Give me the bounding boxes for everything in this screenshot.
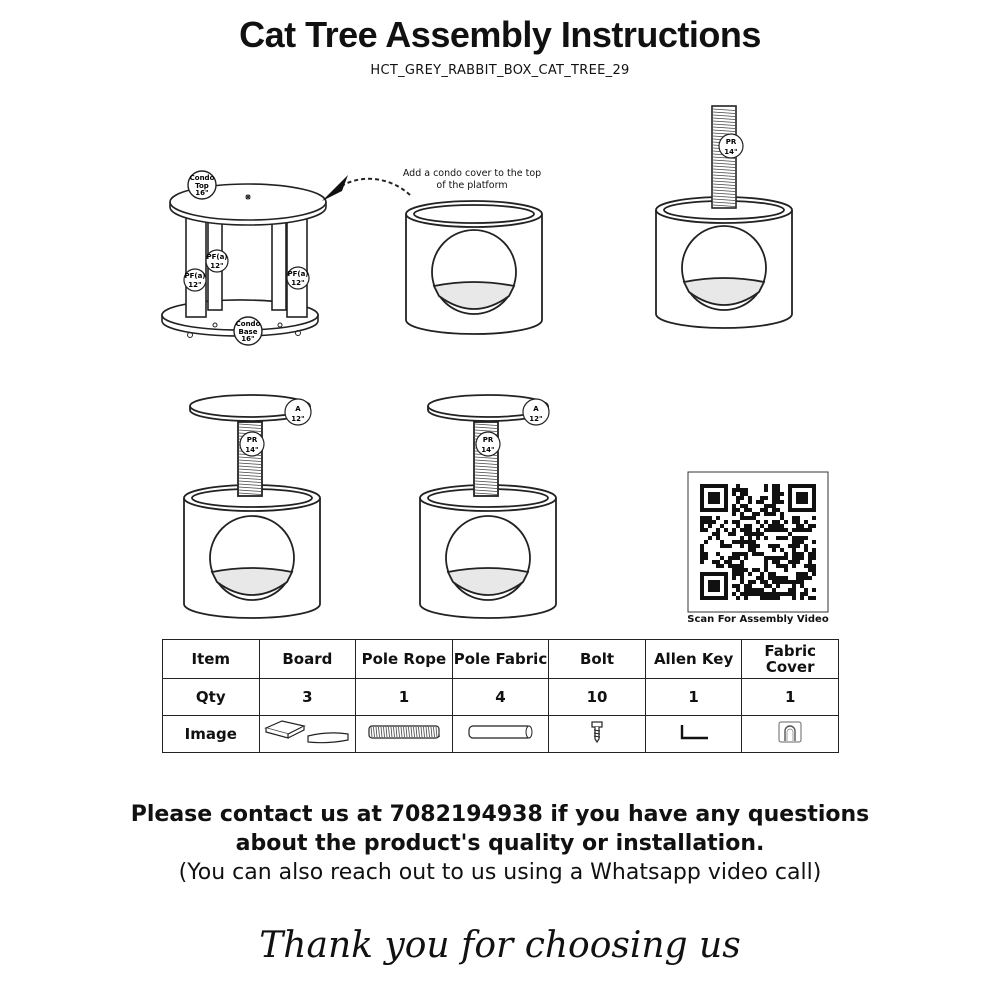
pole-rope-icon (356, 716, 453, 753)
fabric-cover-icon (742, 716, 839, 753)
item-qty-allen-key: 1 (645, 679, 742, 716)
item-name-bolt: Bolt (549, 640, 646, 679)
item-name-pole-rope: Pole Rope (356, 640, 453, 679)
step3-condo-pole-diagram (652, 106, 798, 332)
step2-condo-diagram (402, 196, 546, 338)
qr-caption: Scan For Assembly Video (687, 614, 829, 625)
board-icon (259, 716, 356, 753)
svg-text:12": 12" (529, 415, 543, 423)
step5-diagram (418, 392, 558, 622)
svg-text:PR: PR (246, 436, 258, 444)
condo-top-label-1: Condo (189, 174, 215, 182)
item-name-pole-fabric: Pole Fabric (452, 640, 549, 679)
svg-text:PF(a): PF(a) (287, 270, 309, 278)
qr-code[interactable] (688, 472, 828, 612)
item-qty-fabric-cover: 1 (742, 679, 839, 716)
condo-top-badge (188, 171, 216, 199)
pole-fabric-badge-left (184, 269, 206, 291)
row-header-qty: Qty (163, 679, 260, 716)
svg-text:PR: PR (482, 436, 494, 444)
svg-text:A: A (295, 405, 301, 413)
condo-top-label-3: 16" (195, 189, 209, 197)
svg-text:A: A (533, 405, 539, 413)
parts-table (162, 639, 839, 753)
svg-text:PR: PR (725, 138, 737, 146)
model-code: HCT_GREY_RABBIT_BOX_CAT_TREE_29 (370, 63, 630, 78)
pole-fabric-icon (452, 716, 549, 753)
bolt-icon (549, 716, 646, 753)
row-header-image: Image (163, 716, 260, 753)
svg-text:14": 14" (724, 148, 738, 156)
contact-line-3: (You can also reach out to us using a Whatsapp video call) (178, 860, 822, 885)
board-a-badge (523, 399, 549, 425)
pole-rope-badge (240, 432, 264, 456)
item-qty-pole-fabric: 4 (452, 679, 549, 716)
svg-text:12": 12" (210, 262, 224, 270)
svg-text:14": 14" (481, 446, 495, 454)
pole-fabric-badge-center (206, 250, 228, 272)
pole-rope-badge (476, 432, 500, 456)
item-qty-pole-rope: 1 (356, 679, 453, 716)
svg-text:12": 12" (291, 279, 305, 287)
pole-rope-badge (719, 134, 743, 158)
condo-base-label-1: Condo (235, 320, 261, 328)
pole-fabric-badge-right (287, 267, 309, 289)
svg-text:PF(a): PF(a) (206, 253, 228, 261)
svg-text:Thank you for choosing us: Thank you for choosing us (259, 925, 741, 966)
item-qty-board: 3 (259, 679, 356, 716)
svg-text:12": 12" (291, 415, 305, 423)
condo-cover-note: Add a condo cover to the top of the platform (402, 168, 542, 191)
step4-diagram (182, 392, 322, 622)
step1-frame-diagram (160, 165, 330, 350)
condo-base-label-3: 16" (241, 335, 255, 343)
condo-top-label-2: Top (195, 182, 209, 190)
svg-text:PF(a): PF(a) (184, 272, 206, 280)
item-qty-bolt: 10 (549, 679, 646, 716)
item-name-board: Board (259, 640, 356, 679)
contact-line-1: Please contact us at 7082194938 if you have any questions (130, 802, 870, 827)
condo-base-badge (234, 317, 262, 345)
svg-text:12": 12" (188, 281, 202, 289)
board-a-badge (285, 399, 311, 425)
svg-text:14": 14" (245, 446, 259, 454)
allen-key-icon (645, 716, 742, 753)
contact-line-2: about the product's quality or installation. (235, 831, 765, 856)
condo-base-label-2: Base (238, 328, 258, 336)
row-header-item: Item (163, 640, 260, 679)
item-name-allen-key: Allen Key (645, 640, 742, 679)
page-title: Cat Tree Assembly Instructions (239, 14, 761, 55)
thank-you-message (259, 915, 741, 975)
item-name-fabric-cover: Fabric Cover (742, 640, 839, 679)
